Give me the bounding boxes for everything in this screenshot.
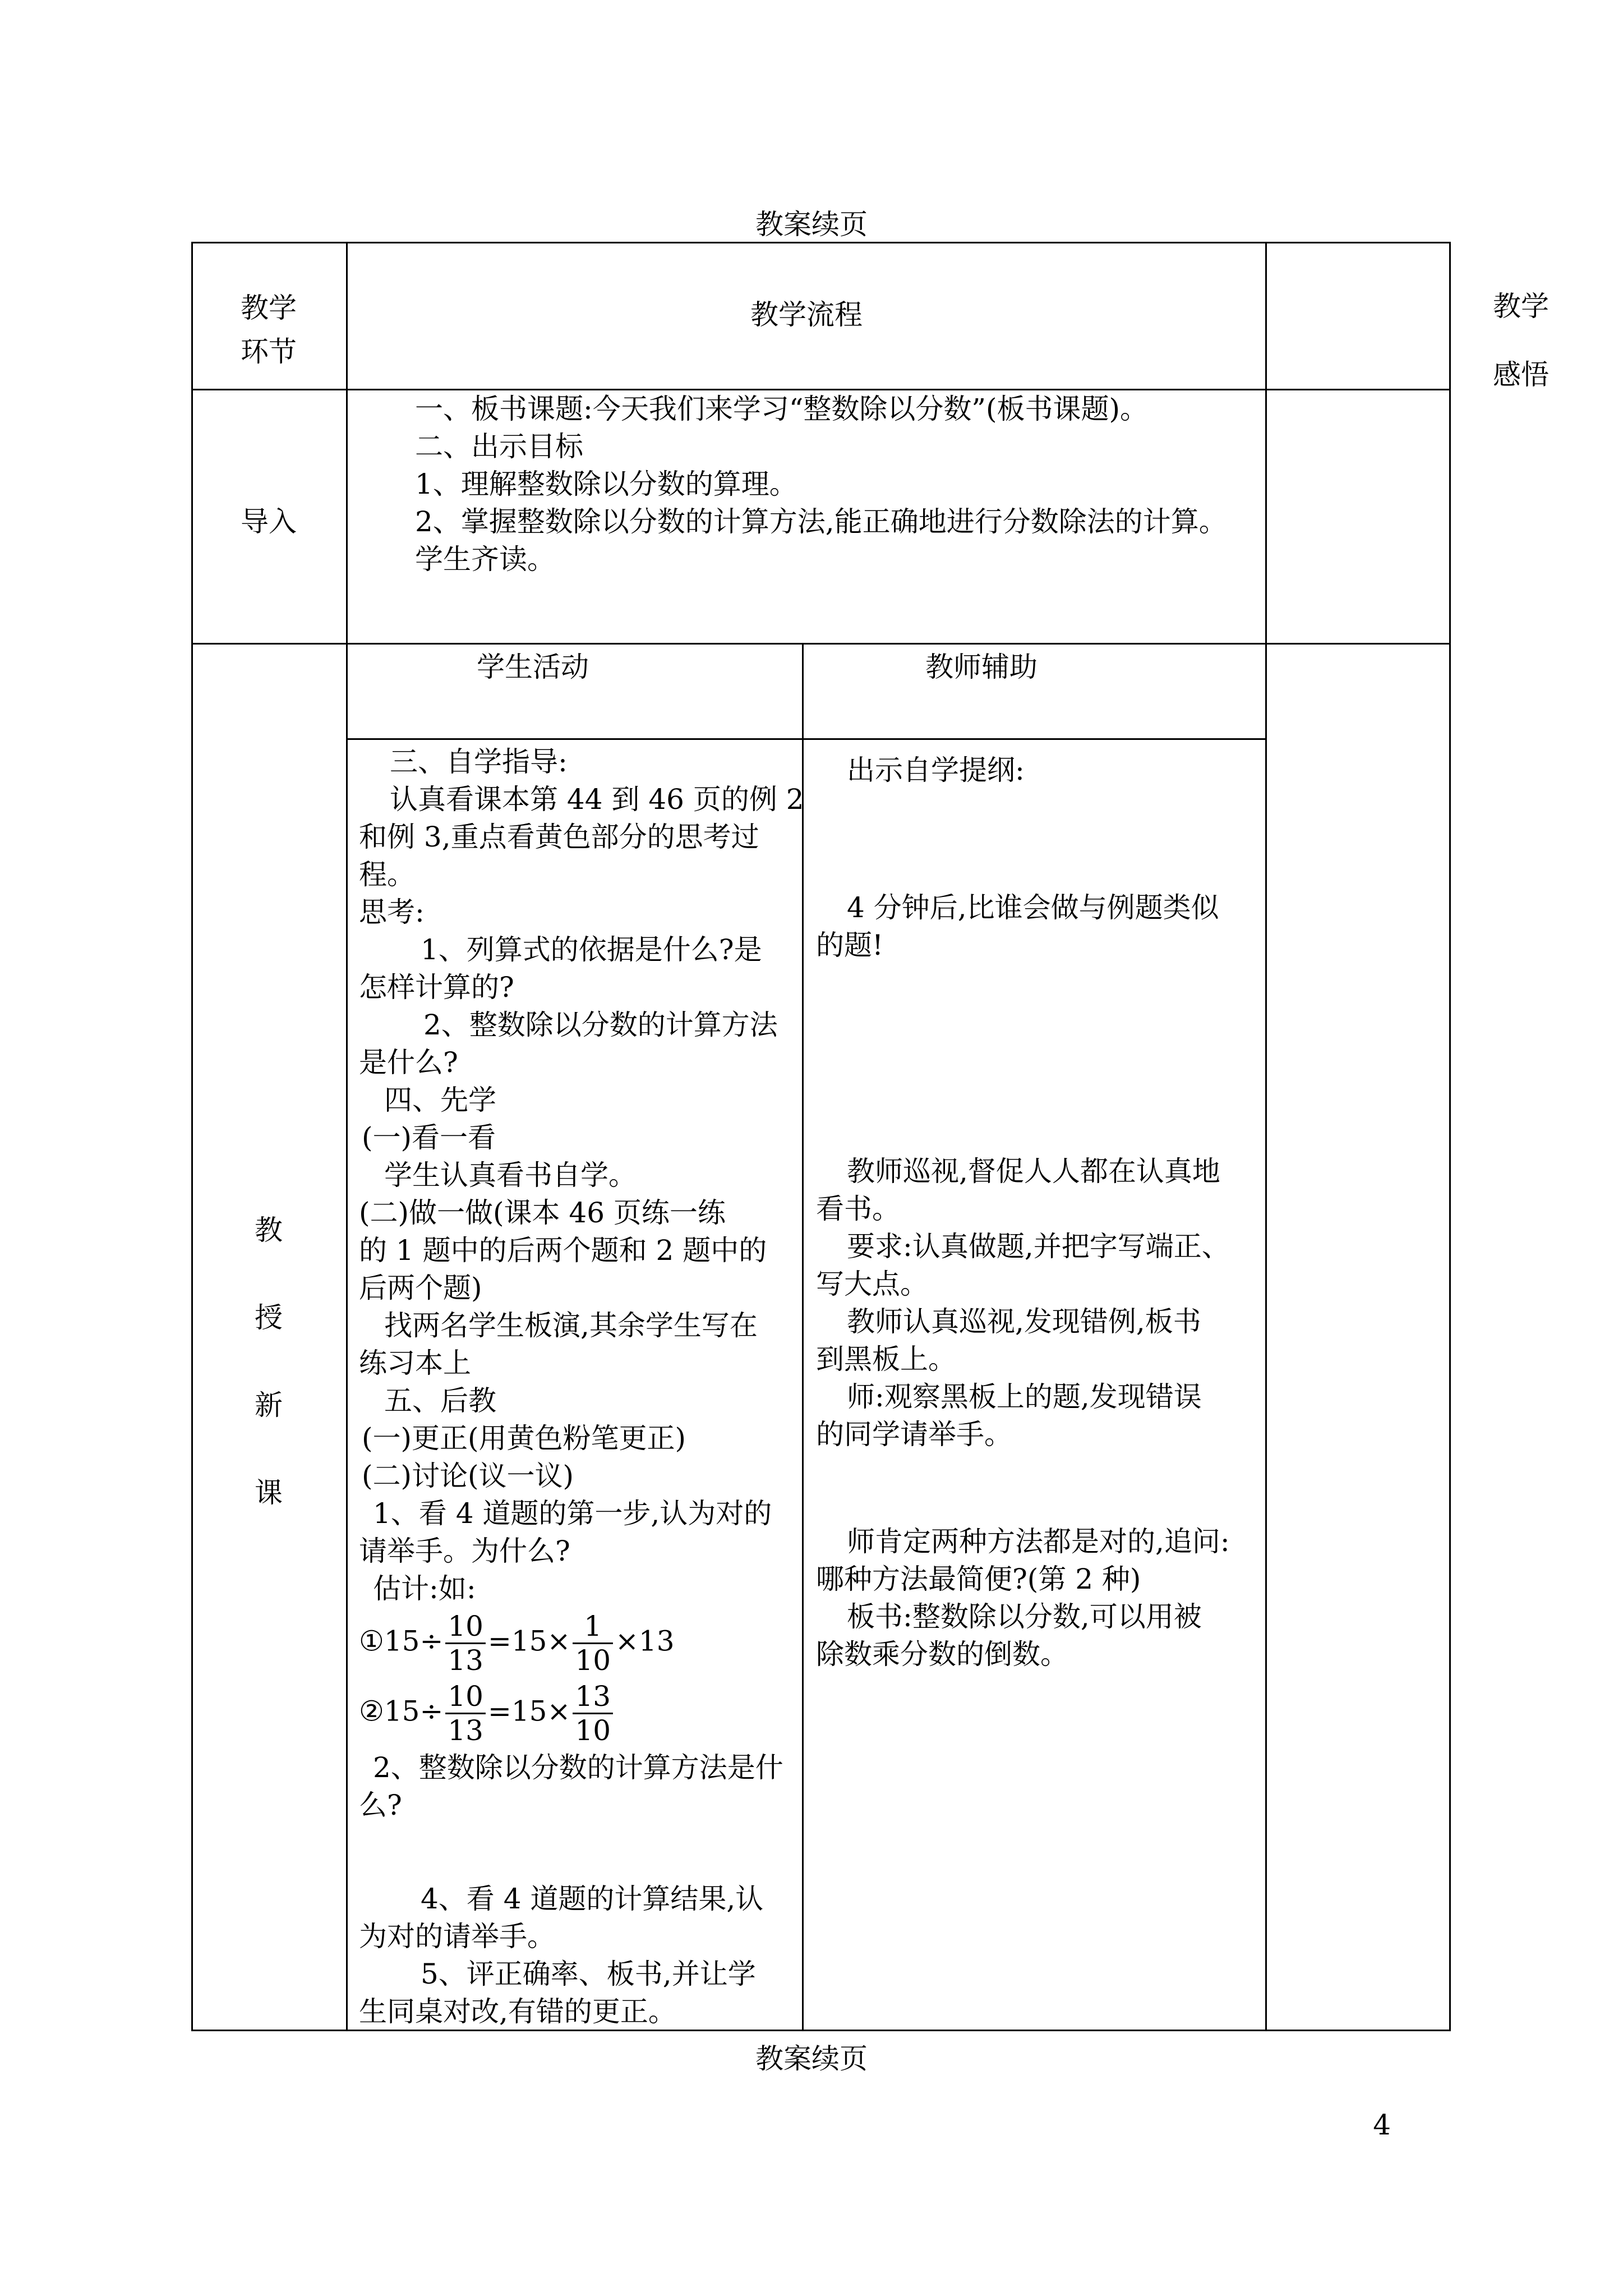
student-line: 练习本上 (359, 1347, 471, 1379)
student-activity-header: 学生活动 (477, 651, 589, 683)
teacher-line: 教师巡视,督促人人都在认真地 (847, 1155, 1220, 1188)
student-line: 生同桌对改,有错的更正。 (359, 1995, 676, 2028)
teacher-line: 到黑板上。 (816, 1343, 956, 1375)
fraction-denominator: 13 (448, 1714, 483, 1747)
formula-2-mid: =15× (487, 1695, 571, 1728)
student-line: 1、看 4 道题的第一步,认为对的 (373, 1497, 772, 1530)
intro-line: 1、理解整数除以分数的算理。 (415, 468, 797, 500)
student-line: 是什么? (359, 1046, 458, 1079)
intro-line: 学生齐读。 (415, 543, 555, 576)
teacher-line: 教师认真巡视,发现错例,板书 (847, 1305, 1201, 1338)
student-line: 认真看课本第 44 到 46 页的例 2 (390, 783, 804, 816)
student-line: 估计:如: (373, 1572, 476, 1605)
student-line: 怎样计算的? (359, 971, 514, 1004)
fraction-numerator: 10 (445, 1680, 486, 1714)
fraction-numerator: 1 (573, 1610, 613, 1644)
intro-line: 2、掌握整数除以分数的计算方法,能正确地进行分数除法的计算。 (415, 505, 1227, 538)
student-line: (一)看一看 (362, 1121, 496, 1154)
page-number: 4 (1373, 2109, 1391, 2141)
student-line: 为对的请举手。 (359, 1920, 555, 1953)
formula-1-mid: =15× (487, 1625, 571, 1658)
formula-1 (359, 1610, 796, 1677)
teacher-block-3 (816, 1153, 1265, 1453)
intro-content (415, 390, 1227, 578)
student-line: 思考: (359, 896, 425, 928)
student-line: 2、整数除以分数的计算方法 (423, 1009, 778, 1041)
teacher-line: 板书:整数除以分数,可以用被 (847, 1600, 1202, 1633)
fraction (573, 1610, 613, 1677)
col-header-section-line2: 环节 (241, 335, 297, 368)
col-header-flow: 教学流程 (750, 298, 863, 331)
formula-2-prefix: ②15÷ (359, 1695, 444, 1728)
page-header: 教案续页 (755, 208, 868, 241)
row-label-teach-char: 新 (255, 1389, 283, 1421)
student-line: 2、整数除以分数的计算方法是什 (373, 1751, 783, 1784)
teacher-line: 的同学请举手。 (816, 1418, 1012, 1451)
col-header-section (191, 286, 346, 374)
formula-1-prefix: ①15÷ (359, 1625, 444, 1658)
fraction (573, 1680, 613, 1747)
row-label-teach-char: 授 (255, 1301, 283, 1334)
student-line: 请举手。为什么? (359, 1535, 570, 1567)
teacher-block-4 (816, 1523, 1265, 1673)
row-label-teach-char: 教 (255, 1214, 283, 1246)
teacher-assist-header: 教师辅助 (925, 651, 1038, 683)
col-header-section-line1: 教学 (241, 292, 297, 324)
student-line: (一)更正(用黄色粉笔更正) (362, 1422, 686, 1455)
student-line: (二)做一做(课本 46 页练一练 (359, 1197, 726, 1229)
student-line: 五、后教 (384, 1384, 496, 1417)
student-line: 么? (359, 1789, 402, 1821)
teacher-line: 师:观察黑板上的题,发现错误 (847, 1381, 1202, 1413)
col-header-reflect-line1: 教学 (1493, 290, 1549, 323)
formula-2 (359, 1680, 796, 1747)
student-line: 4、看 4 道题的计算结果,认 (421, 1883, 764, 1915)
student-line: 三、自学指导: (390, 746, 568, 778)
intro-line: 一、板书课题:今天我们来学习“整数除以分数”(板书课题)。 (415, 393, 1148, 425)
teacher-line: 看书。 (816, 1193, 900, 1225)
fraction-numerator: 13 (573, 1680, 613, 1714)
fraction-denominator: 10 (575, 1644, 611, 1677)
teacher-line: 要求:认真做题,并把字写端正、 (847, 1230, 1230, 1263)
teacher-line: 写大点。 (816, 1268, 928, 1300)
fraction-denominator: 10 (575, 1714, 611, 1747)
teacher-line: 除数乘分数的倒数。 (816, 1638, 1068, 1671)
fraction-denominator: 13 (448, 1644, 483, 1677)
intro-line: 二、出示目标 (415, 430, 583, 463)
teacher-line: 的题! (816, 929, 884, 961)
fraction-numerator: 10 (445, 1610, 486, 1644)
student-line: (二)讨论(议一议) (362, 1460, 574, 1492)
student-line: 四、先学 (384, 1084, 496, 1116)
teacher-line: 师肯定两种方法都是对的,追问: (847, 1525, 1230, 1558)
student-activity-content (359, 743, 804, 2031)
page-footer: 教案续页 (755, 2042, 868, 2075)
student-line: 找两名学生板演,其余学生写在 (384, 1309, 758, 1342)
teacher-line: 4 分钟后,比谁会做与例题类似 (847, 891, 1219, 924)
student-line: 程。 (359, 858, 415, 891)
student-line: 5、评正确率、板书,并让学 (421, 1958, 756, 1990)
fraction (445, 1680, 486, 1747)
student-line (359, 1824, 796, 1880)
teacher-block-1 (816, 752, 1262, 789)
student-line: 的 1 题中的后两个题和 2 题中的 (359, 1234, 767, 1267)
student-line: 学生认真看书自学。 (384, 1159, 637, 1191)
student-line: 和例 3,重点看黄色部分的思考过 (359, 821, 759, 853)
row-label-teach (191, 1186, 346, 1536)
row-label-teach-char: 课 (255, 1476, 283, 1509)
teacher-block-2 (816, 889, 1262, 964)
teacher-line: 哪种方法最简便?(第 2 种) (816, 1563, 1141, 1595)
col-header-reflect-line2: 感悟 (1493, 358, 1549, 391)
formula-1-suffix: ×13 (615, 1625, 675, 1658)
student-line: 后两个题) (359, 1272, 482, 1304)
row-label-intro: 导入 (241, 505, 297, 538)
col-header-reflect (1451, 272, 1591, 409)
student-line: 1、列算式的依据是什么?是 (421, 933, 762, 966)
teacher-line: 出示自学提纲: (847, 754, 1025, 786)
fraction (445, 1610, 486, 1677)
